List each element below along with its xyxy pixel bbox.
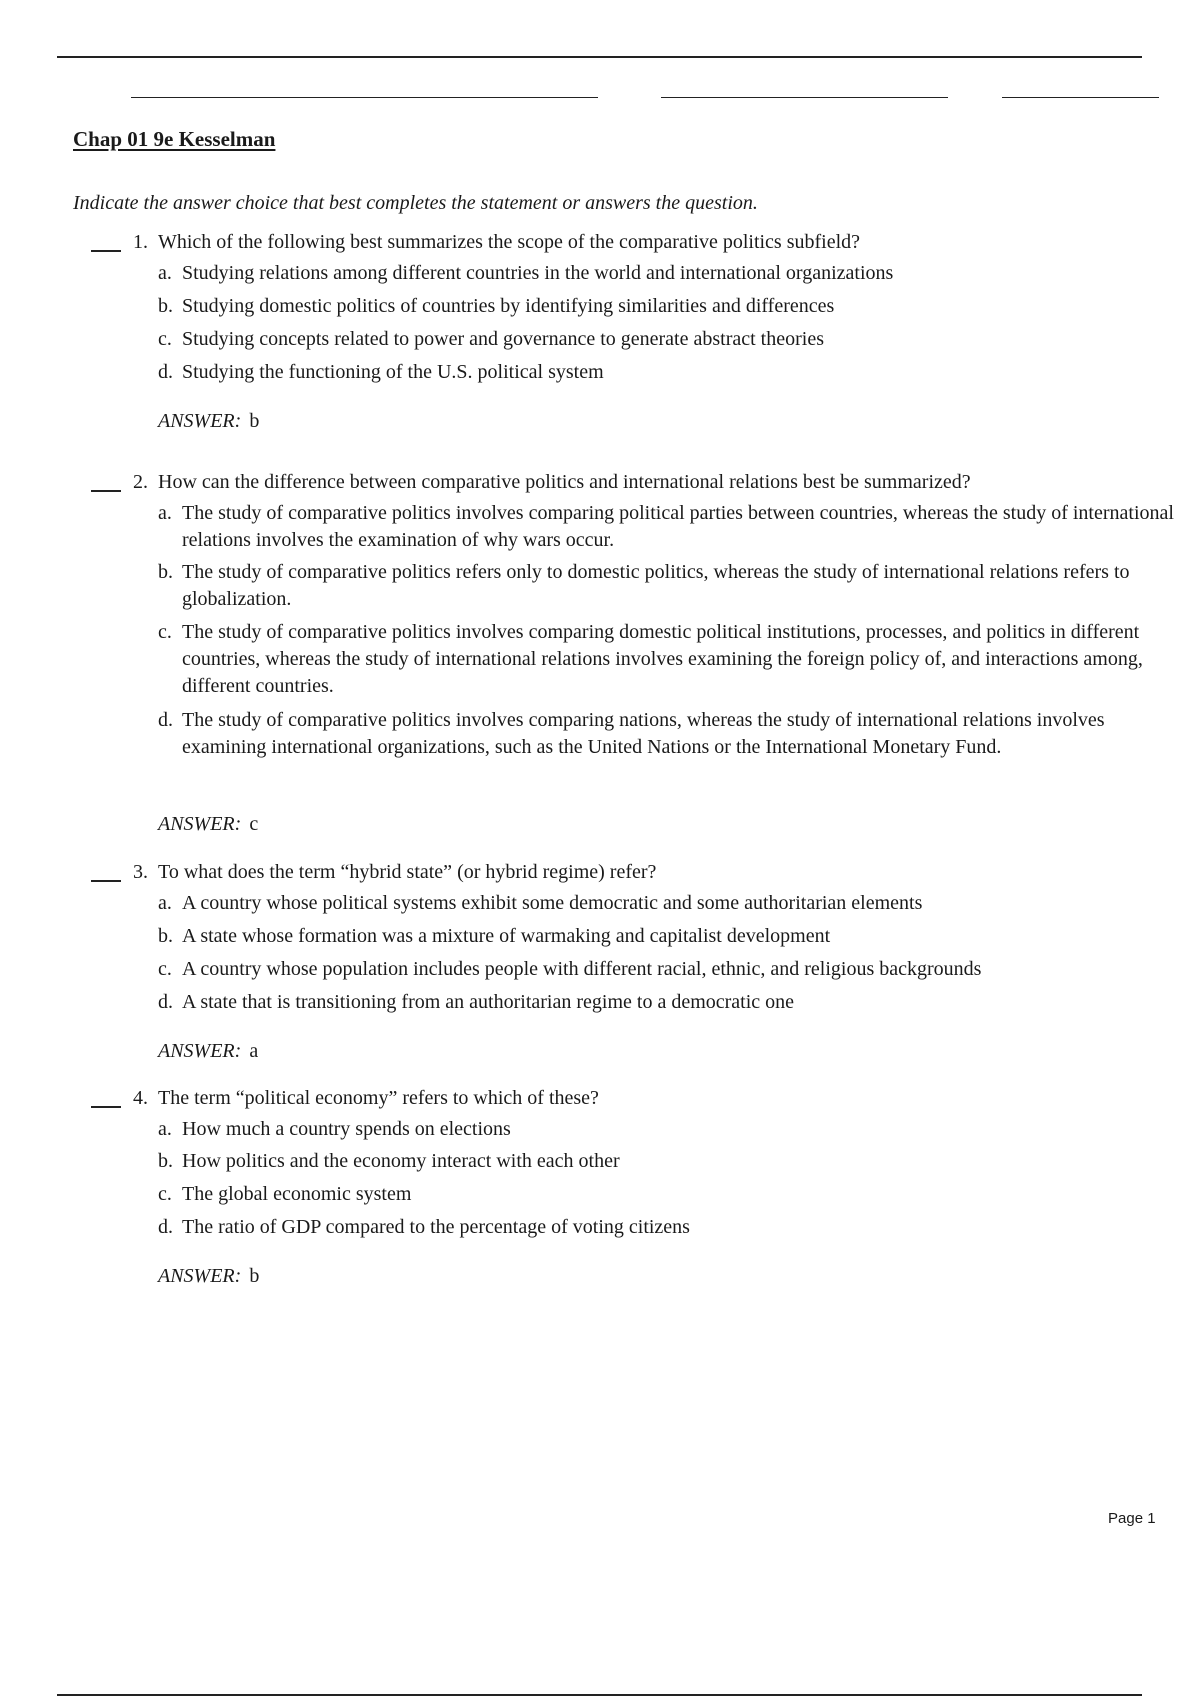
choice-text: How politics and the economy interact with each other <box>182 1150 620 1172</box>
choice-text: How much a country spends on elections <box>182 1118 511 1140</box>
answer-value: b <box>249 1265 260 1287</box>
footer-rule <box>57 1694 1142 1696</box>
answer-line <box>158 811 258 838</box>
answer-blank[interactable] <box>91 880 121 882</box>
choice-letter: a. <box>158 502 172 524</box>
choice-text: The global economic system <box>182 1183 412 1205</box>
choice-letter: a. <box>158 262 172 284</box>
choice-text: A country whose political systems exhibit some democratic and some authoritarian elements <box>182 892 923 914</box>
choice-letter: c. <box>158 958 172 980</box>
date-blank-line <box>1002 97 1159 98</box>
question-number: 3. <box>133 861 148 883</box>
question-stem: To what does the term “hybrid state” (or hybrid regime) refer? <box>158 861 657 883</box>
page-number: Page 1 <box>1108 1510 1156 1527</box>
answer-blank[interactable] <box>91 250 121 252</box>
choice-text: A state that is transitioning from an authoritarian regime to a democratic one <box>182 991 795 1013</box>
choice-letter: d. <box>158 709 173 731</box>
choice-text: Studying the functioning of the U.S. political system <box>182 361 604 383</box>
name-blank-line <box>131 97 598 98</box>
answer-line <box>158 408 259 435</box>
choice-letter: c. <box>158 328 172 350</box>
header-top-rule <box>57 56 1142 58</box>
answer-blank[interactable] <box>91 490 121 492</box>
choice-letter: c. <box>158 621 172 643</box>
question-stem: Which of the following best summarizes the scope of the comparative politics subfield? <box>158 231 861 253</box>
choice-letter: d. <box>158 1216 173 1238</box>
answer-label: ANSWER: <box>158 1265 242 1287</box>
choice-letter: b. <box>158 295 173 317</box>
choice-letter: b. <box>158 561 173 583</box>
choice-letter: b. <box>158 925 173 947</box>
choice-letter: a. <box>158 892 172 914</box>
choice-text: The study of comparative politics involves comparing domestic political institutions, processes, and politics in different countries, whereas the study of international relations involves examining the foreign policy of, and interactions among, different countries. <box>182 621 1143 697</box>
answer-value: a <box>249 1040 259 1062</box>
answer-line <box>158 1038 258 1065</box>
answer-line <box>158 1263 259 1290</box>
answer-value: c <box>249 813 259 835</box>
answer-value: b <box>249 410 260 432</box>
answer-label: ANSWER: <box>158 813 242 835</box>
question-stem: How can the difference between comparative politics and international relations best be summarized? <box>158 471 971 493</box>
choice-letter: a. <box>158 1118 172 1140</box>
answer-label: ANSWER: <box>158 1040 242 1062</box>
choice-text: A country whose population includes people with different racial, ethnic, and religious backgrounds <box>182 958 982 980</box>
choice-letter: b. <box>158 1150 173 1172</box>
question-stem: The term “political economy” refers to which of these? <box>158 1087 599 1109</box>
choice-letter: d. <box>158 361 173 383</box>
choice-text: Studying relations among different countries in the world and international organizations <box>182 262 894 284</box>
choice-text: The study of comparative politics involves comparing nations, whereas the study of international relations involves examining international organizations, such as the United Nations or the International Monetary Fund. <box>182 709 1105 758</box>
choice-text: The study of comparative politics refers only to domestic politics, whereas the study of international relations refers to globalization. <box>182 561 1130 610</box>
choice-text: The study of comparative politics involves comparing political parties between countries, whereas the study of international relations involves the examination of why wars occur. <box>182 502 1174 551</box>
choice-letter: d. <box>158 991 173 1013</box>
choice-text: Studying concepts related to power and governance to generate abstract theories <box>182 328 824 350</box>
choice-text: A state whose formation was a mixture of warmaking and capitalist development <box>182 925 831 947</box>
question-number: 4. <box>133 1087 148 1109</box>
answer-label: ANSWER: <box>158 410 242 432</box>
document-title: Chap 01 9e Kesselman <box>73 127 276 151</box>
answer-blank[interactable] <box>91 1106 121 1108</box>
question-number: 1. <box>133 231 148 253</box>
choice-letter: c. <box>158 1183 172 1205</box>
choice-text: The ratio of GDP compared to the percentage of voting citizens <box>182 1216 690 1238</box>
choice-text: Studying domestic politics of countries by identifying similarities and differences <box>182 295 835 317</box>
question-number: 2. <box>133 471 148 493</box>
instructions-text: Indicate the answer choice that best completes the statement or answers the question. <box>73 192 758 214</box>
class-blank-line <box>661 97 948 98</box>
